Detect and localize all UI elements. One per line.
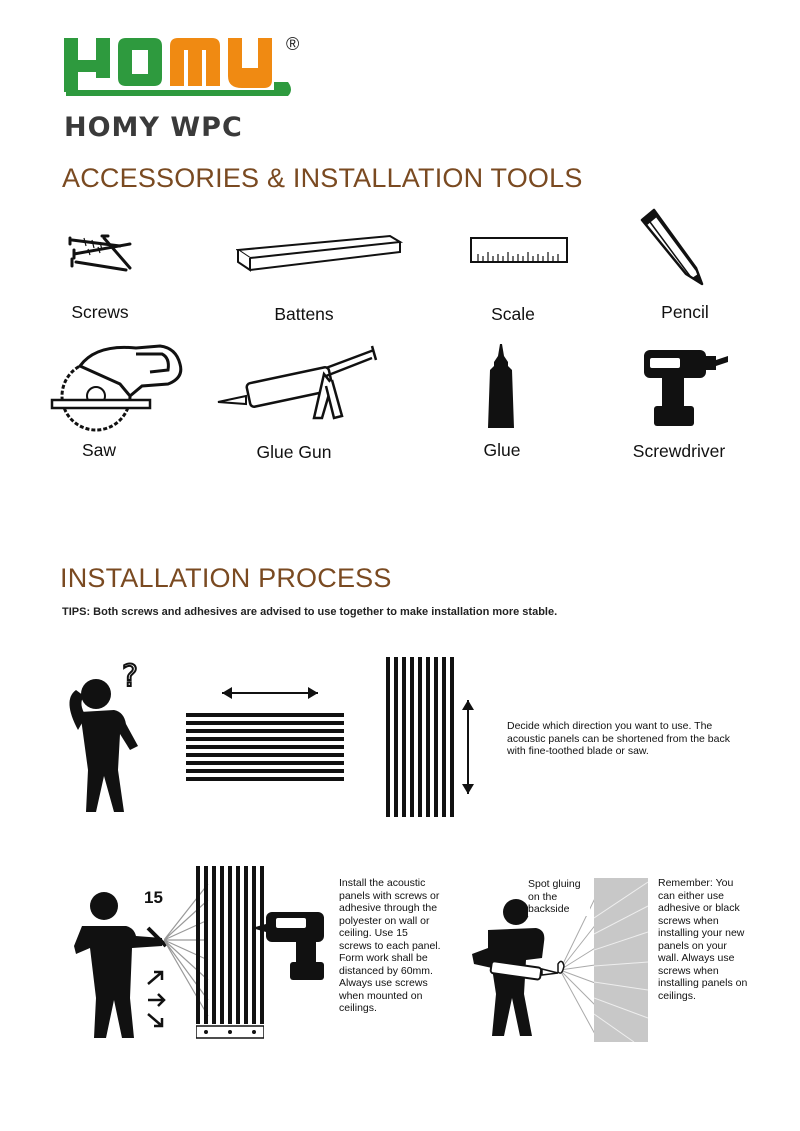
tool-label-screwdriver: Screwdriver xyxy=(632,441,726,461)
tool-label-glue: Glue xyxy=(483,440,521,460)
wall-surface xyxy=(594,878,648,1042)
glue-gun-in-use-icon xyxy=(488,955,560,985)
tool-label-battens: Battens xyxy=(274,304,334,324)
installation-title: INSTALLATION PROCESS xyxy=(60,563,392,593)
tool-label-glue-gun: Glue Gun xyxy=(256,442,332,462)
horizontal-arrow-icon xyxy=(220,686,320,700)
drill-in-use-icon xyxy=(252,904,328,982)
registered-mark: ® xyxy=(286,34,300,54)
tool-label-screws: Screws xyxy=(71,302,129,322)
tips-text: TIPS: Both screws and adhesives are advised to use together to make installation more stable. xyxy=(62,606,558,618)
vertical-panel-illustration xyxy=(386,657,456,817)
batten-icon xyxy=(236,232,404,272)
step3-text: Remember: You can either use adhesive or black screws when installing your new panels on your wall. Always use screws when installing panels on ceilings. xyxy=(658,877,748,1002)
circular-saw-icon xyxy=(50,340,186,436)
vertical-arrow-icon xyxy=(461,698,475,796)
thinking-person-icon xyxy=(58,660,158,816)
glue-tube-icon xyxy=(486,344,516,430)
step3-caption: Spot gluing on the backside xyxy=(528,878,590,916)
screws-icon xyxy=(64,232,140,274)
svg-text:?: ? xyxy=(122,660,138,694)
tool-label-scale: Scale xyxy=(491,304,535,324)
step2-text: Install the acoustic panels with screws or adhesive through the polyester on wall or ceiling. Use 15 screws to each panel. Form work shall be distanced by 60mm. Always use screws when mounted on ceilings. xyxy=(339,877,441,1014)
tool-label-saw: Saw xyxy=(81,440,117,460)
power-drill-icon xyxy=(642,346,728,428)
homy-logo xyxy=(62,34,302,106)
step1-text: Decide which direction you want to use. The acoustic panels can be shortened from the back with fine-toothed blade or saw. xyxy=(507,720,730,757)
brand-name: HOMY WPC xyxy=(64,112,243,143)
screw-count-label: 15 xyxy=(144,888,163,907)
ruler-icon xyxy=(470,237,570,265)
pencil-icon xyxy=(636,206,708,288)
accessories-title: ACCESSORIES & INSTALLATION TOOLS xyxy=(62,163,583,193)
caulking-gun-icon xyxy=(216,344,380,420)
horizontal-panel-illustration xyxy=(186,713,344,783)
tool-label-pencil: Pencil xyxy=(661,302,709,322)
